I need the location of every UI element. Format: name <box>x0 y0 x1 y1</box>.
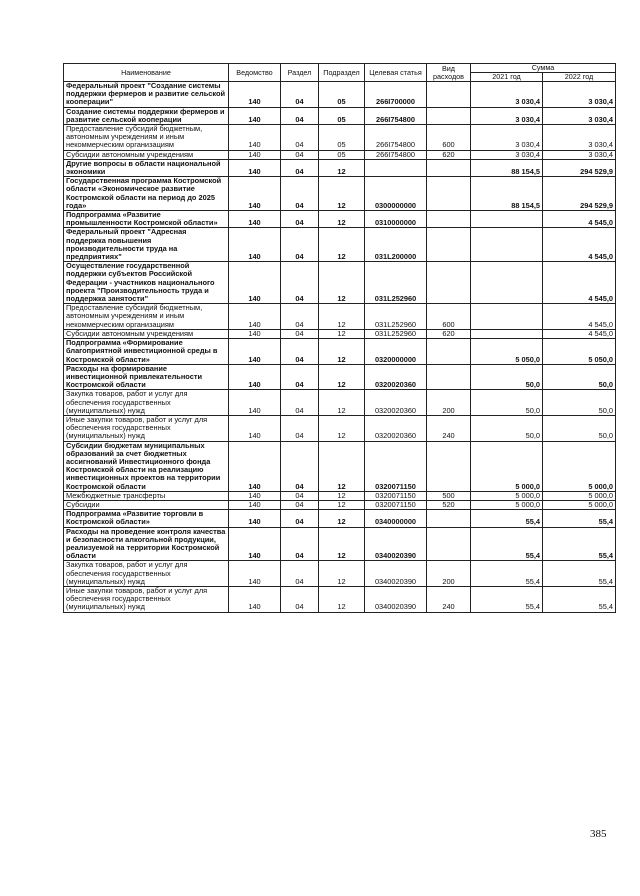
cell-razdel: 04 <box>281 107 319 124</box>
cell-podrazdel: 12 <box>319 364 365 390</box>
cell-name: Субсидии автономным учреждениям <box>64 329 229 338</box>
cell-vr: 500 <box>427 491 471 500</box>
cell-razdel: 04 <box>281 329 319 338</box>
cell-name: Другие вопросы в области национальной экономики <box>64 159 229 176</box>
cell-y2021: 88 154,5 <box>471 159 543 176</box>
cell-razdel: 04 <box>281 491 319 500</box>
cell-podrazdel: 05 <box>319 150 365 159</box>
table-row <box>64 177 616 211</box>
cell-cs: 266I754800 <box>365 125 427 151</box>
cell-y2022: 5 000,0 <box>543 441 616 491</box>
cell-ved: 140 <box>229 561 281 587</box>
cell-cs: 0300000000 <box>365 177 427 211</box>
cell-y2022: 294 529,9 <box>543 177 616 211</box>
cell-cs: 0310000000 <box>365 211 427 228</box>
cell-y2021: 88 154,5 <box>471 177 543 211</box>
cell-y2021: 3 030,4 <box>471 82 543 108</box>
cell-cs: 0320000000 <box>365 339 427 365</box>
table-row <box>64 150 616 159</box>
cell-y2021 <box>471 228 543 262</box>
cell-vr: 240 <box>427 415 471 441</box>
header-2022: 2022 год <box>543 73 616 82</box>
cell-podrazdel: 12 <box>319 304 365 330</box>
cell-name: Подпрограмма «Формирование благоприятной инвестиционной среды в Костромской области» <box>64 339 229 365</box>
cell-cs: 031L252960 <box>365 262 427 304</box>
cell-y2022: 4 545,0 <box>543 304 616 330</box>
cell-y2021: 55,4 <box>471 586 543 612</box>
cell-y2021: 5 000,0 <box>471 441 543 491</box>
budget-table <box>63 63 616 613</box>
cell-cs: 0320071150 <box>365 500 427 509</box>
table-row <box>64 586 616 612</box>
cell-podrazdel: 05 <box>319 82 365 108</box>
cell-y2021: 55,4 <box>471 527 543 561</box>
cell-name: Создание системы поддержки фермеров и развитие сельской кооперации <box>64 107 229 124</box>
cell-ved: 140 <box>229 211 281 228</box>
cell-podrazdel: 12 <box>319 527 365 561</box>
cell-vr: 520 <box>427 500 471 509</box>
cell-name: Государственная программа Костромской области «Экономическое развитие Костромской области на период до 2025 года» <box>64 177 229 211</box>
cell-vr: 200 <box>427 390 471 416</box>
table-row <box>64 415 616 441</box>
cell-cs: 266I754800 <box>365 150 427 159</box>
cell-y2021: 5 000,0 <box>471 500 543 509</box>
cell-ved: 140 <box>229 586 281 612</box>
cell-podrazdel: 12 <box>319 211 365 228</box>
cell-ved: 140 <box>229 177 281 211</box>
cell-podrazdel: 12 <box>319 510 365 527</box>
cell-name: Предоставление субсидий бюджетным, автономным учреждениям и иным некоммерческим организациям <box>64 125 229 151</box>
cell-ved: 140 <box>229 510 281 527</box>
cell-name: Закупка товаров, работ и услуг для обеспечения государственных (муниципальных) нужд <box>64 390 229 416</box>
cell-y2022: 50,0 <box>543 390 616 416</box>
cell-name: Предоставление субсидий бюджетным, автономным учреждениям и иным некоммерческим организациям <box>64 304 229 330</box>
cell-y2021: 3 030,4 <box>471 107 543 124</box>
cell-vr <box>427 339 471 365</box>
cell-cs: 0340020390 <box>365 561 427 587</box>
cell-razdel: 04 <box>281 339 319 365</box>
cell-cs: 031L252960 <box>365 304 427 330</box>
cell-ved: 140 <box>229 441 281 491</box>
cell-ved: 140 <box>229 150 281 159</box>
cell-vr <box>427 159 471 176</box>
cell-y2022: 4 545,0 <box>543 211 616 228</box>
cell-y2021 <box>471 329 543 338</box>
cell-podrazdel: 12 <box>319 491 365 500</box>
table-row <box>64 527 616 561</box>
cell-name: Федеральный проект "Создание системы поддержки фермеров и развитие сельской кооперации" <box>64 82 229 108</box>
table-row <box>64 211 616 228</box>
cell-y2021: 3 030,4 <box>471 125 543 151</box>
cell-podrazdel: 12 <box>319 441 365 491</box>
cell-y2022: 5 000,0 <box>543 491 616 500</box>
table-row <box>64 441 616 491</box>
cell-name: Закупка товаров, работ и услуг для обеспечения государственных (муниципальных) нужд <box>64 561 229 587</box>
cell-name: Субсидии автономным учреждениям <box>64 150 229 159</box>
table-row <box>64 107 616 124</box>
cell-cs: 0320071150 <box>365 441 427 491</box>
table-row <box>64 262 616 304</box>
cell-cs: 266I754800 <box>365 107 427 124</box>
header-cs: Целевая статья <box>365 64 427 82</box>
cell-ved: 140 <box>229 262 281 304</box>
cell-name: Федеральный проект "Адресная поддержка повышения производительности труда на предприятиях" <box>64 228 229 262</box>
cell-name: Иные закупки товаров, работ и услуг для обеспечения государственных (муниципальных) нужд <box>64 415 229 441</box>
cell-razdel: 04 <box>281 177 319 211</box>
table-row <box>64 510 616 527</box>
header-ved: Ведомство <box>229 64 281 82</box>
cell-vr: 240 <box>427 586 471 612</box>
cell-y2022: 55,4 <box>543 510 616 527</box>
cell-ved: 140 <box>229 125 281 151</box>
cell-vr <box>427 107 471 124</box>
cell-y2022: 3 030,4 <box>543 107 616 124</box>
cell-cs: 0320020360 <box>365 415 427 441</box>
cell-podrazdel: 12 <box>319 390 365 416</box>
cell-ved: 140 <box>229 107 281 124</box>
table-row <box>64 228 616 262</box>
table-row <box>64 339 616 365</box>
page-number: 385 <box>590 828 607 840</box>
cell-name: Расходы на проведение контроля качества и безопасности алкогольной продукции, реализуемой на территории Костромской области <box>64 527 229 561</box>
table-row <box>64 125 616 151</box>
cell-ved: 140 <box>229 304 281 330</box>
cell-ved: 140 <box>229 500 281 509</box>
cell-ved: 140 <box>229 390 281 416</box>
cell-name: Подпрограмма «Развитие торговли в Костромской области» <box>64 510 229 527</box>
cell-name: Межбюджетные трансферты <box>64 491 229 500</box>
cell-cs: 031L200000 <box>365 228 427 262</box>
cell-y2021: 3 030,4 <box>471 150 543 159</box>
cell-name: Расходы на формирование инвестиционной привлекательности Костромской области <box>64 364 229 390</box>
cell-name: Субсидии <box>64 500 229 509</box>
header-vr: Вид расходов <box>427 64 471 82</box>
cell-y2021: 55,4 <box>471 510 543 527</box>
cell-vr <box>427 177 471 211</box>
cell-vr <box>427 510 471 527</box>
cell-podrazdel: 12 <box>319 339 365 365</box>
cell-vr <box>427 228 471 262</box>
cell-name: Иные закупки товаров, работ и услуг для обеспечения государственных (муниципальных) нужд <box>64 586 229 612</box>
cell-cs: 0320071150 <box>365 491 427 500</box>
header-summa: Сумма <box>471 64 616 73</box>
cell-y2022: 294 529,9 <box>543 159 616 176</box>
cell-podrazdel: 12 <box>319 586 365 612</box>
cell-podrazdel: 12 <box>319 262 365 304</box>
cell-vr <box>427 82 471 108</box>
cell-vr: 200 <box>427 561 471 587</box>
cell-razdel: 04 <box>281 415 319 441</box>
cell-vr <box>427 527 471 561</box>
cell-y2022: 3 030,4 <box>543 82 616 108</box>
cell-cs: 0340020390 <box>365 586 427 612</box>
cell-cs: 0340000000 <box>365 510 427 527</box>
table-row <box>64 390 616 416</box>
cell-ved: 140 <box>229 364 281 390</box>
cell-podrazdel: 12 <box>319 177 365 211</box>
cell-ved: 140 <box>229 228 281 262</box>
cell-name: Осуществление государственной поддержки субъектов Российской Федерации - участников национального проекта "Производительность труда и поддержка занятости" <box>64 262 229 304</box>
cell-vr <box>427 441 471 491</box>
cell-y2022: 55,4 <box>543 561 616 587</box>
cell-y2022: 4 545,0 <box>543 329 616 338</box>
cell-ved: 140 <box>229 491 281 500</box>
cell-y2022: 50,0 <box>543 415 616 441</box>
cell-podrazdel: 12 <box>319 228 365 262</box>
cell-ved: 140 <box>229 415 281 441</box>
cell-podrazdel: 12 <box>319 415 365 441</box>
cell-razdel: 04 <box>281 304 319 330</box>
cell-razdel: 04 <box>281 441 319 491</box>
table-row <box>64 82 616 108</box>
cell-vr <box>427 262 471 304</box>
cell-ved: 140 <box>229 82 281 108</box>
cell-razdel: 04 <box>281 500 319 509</box>
cell-podrazdel: 12 <box>319 500 365 509</box>
cell-name: Субсидии бюджетам муниципальных образований за счет бюджетных ассигнований Инвестиционного фонда Костромской области на реализацию инвестиционных проектов на территории Костромской области <box>64 441 229 491</box>
cell-y2021: 50,0 <box>471 364 543 390</box>
cell-razdel: 04 <box>281 159 319 176</box>
cell-cs: 266I700000 <box>365 82 427 108</box>
cell-ved: 140 <box>229 339 281 365</box>
cell-vr: 620 <box>427 150 471 159</box>
cell-vr: 600 <box>427 125 471 151</box>
cell-vr: 600 <box>427 304 471 330</box>
cell-podrazdel: 12 <box>319 159 365 176</box>
cell-razdel: 04 <box>281 211 319 228</box>
cell-ved: 140 <box>229 527 281 561</box>
header-name: Наименование <box>64 64 229 82</box>
cell-vr <box>427 364 471 390</box>
cell-razdel: 04 <box>281 262 319 304</box>
cell-cs <box>365 159 427 176</box>
cell-vr: 620 <box>427 329 471 338</box>
cell-cs: 031L252960 <box>365 329 427 338</box>
cell-y2021: 50,0 <box>471 415 543 441</box>
cell-y2022: 5 050,0 <box>543 339 616 365</box>
cell-razdel: 04 <box>281 82 319 108</box>
cell-razdel: 04 <box>281 586 319 612</box>
cell-vr <box>427 211 471 228</box>
cell-razdel: 04 <box>281 364 319 390</box>
table-body <box>64 82 616 613</box>
cell-y2021: 55,4 <box>471 561 543 587</box>
cell-razdel: 04 <box>281 228 319 262</box>
table-row <box>64 304 616 330</box>
table-header <box>64 64 616 82</box>
cell-y2022: 55,4 <box>543 527 616 561</box>
cell-y2021: 5 000,0 <box>471 491 543 500</box>
table-row <box>64 364 616 390</box>
cell-cs: 0320020360 <box>365 364 427 390</box>
cell-y2022: 3 030,4 <box>543 125 616 151</box>
cell-podrazdel: 12 <box>319 561 365 587</box>
header-podrazdel: Подраздел <box>319 64 365 82</box>
cell-y2022: 55,4 <box>543 586 616 612</box>
cell-y2021 <box>471 262 543 304</box>
cell-podrazdel: 05 <box>319 107 365 124</box>
cell-razdel: 04 <box>281 150 319 159</box>
header-razdel: Раздел <box>281 64 319 82</box>
cell-razdel: 04 <box>281 390 319 416</box>
table-row <box>64 561 616 587</box>
cell-podrazdel: 05 <box>319 125 365 151</box>
cell-ved: 140 <box>229 159 281 176</box>
cell-razdel: 04 <box>281 561 319 587</box>
cell-name: Подпрограмма «Развитие промышленности Костромской области» <box>64 211 229 228</box>
cell-y2022: 4 545,0 <box>543 228 616 262</box>
header-2021: 2021 год <box>471 73 543 82</box>
cell-y2021: 5 050,0 <box>471 339 543 365</box>
cell-y2022: 5 000,0 <box>543 500 616 509</box>
cell-podrazdel: 12 <box>319 329 365 338</box>
cell-y2022: 50,0 <box>543 364 616 390</box>
cell-razdel: 04 <box>281 125 319 151</box>
cell-y2022: 3 030,4 <box>543 150 616 159</box>
cell-y2021 <box>471 304 543 330</box>
cell-cs: 0340020390 <box>365 527 427 561</box>
cell-ved: 140 <box>229 329 281 338</box>
table-row <box>64 159 616 176</box>
cell-razdel: 04 <box>281 527 319 561</box>
cell-cs: 0320020360 <box>365 390 427 416</box>
cell-y2022: 4 545,0 <box>543 262 616 304</box>
cell-y2021: 50,0 <box>471 390 543 416</box>
cell-razdel: 04 <box>281 510 319 527</box>
cell-y2021 <box>471 211 543 228</box>
